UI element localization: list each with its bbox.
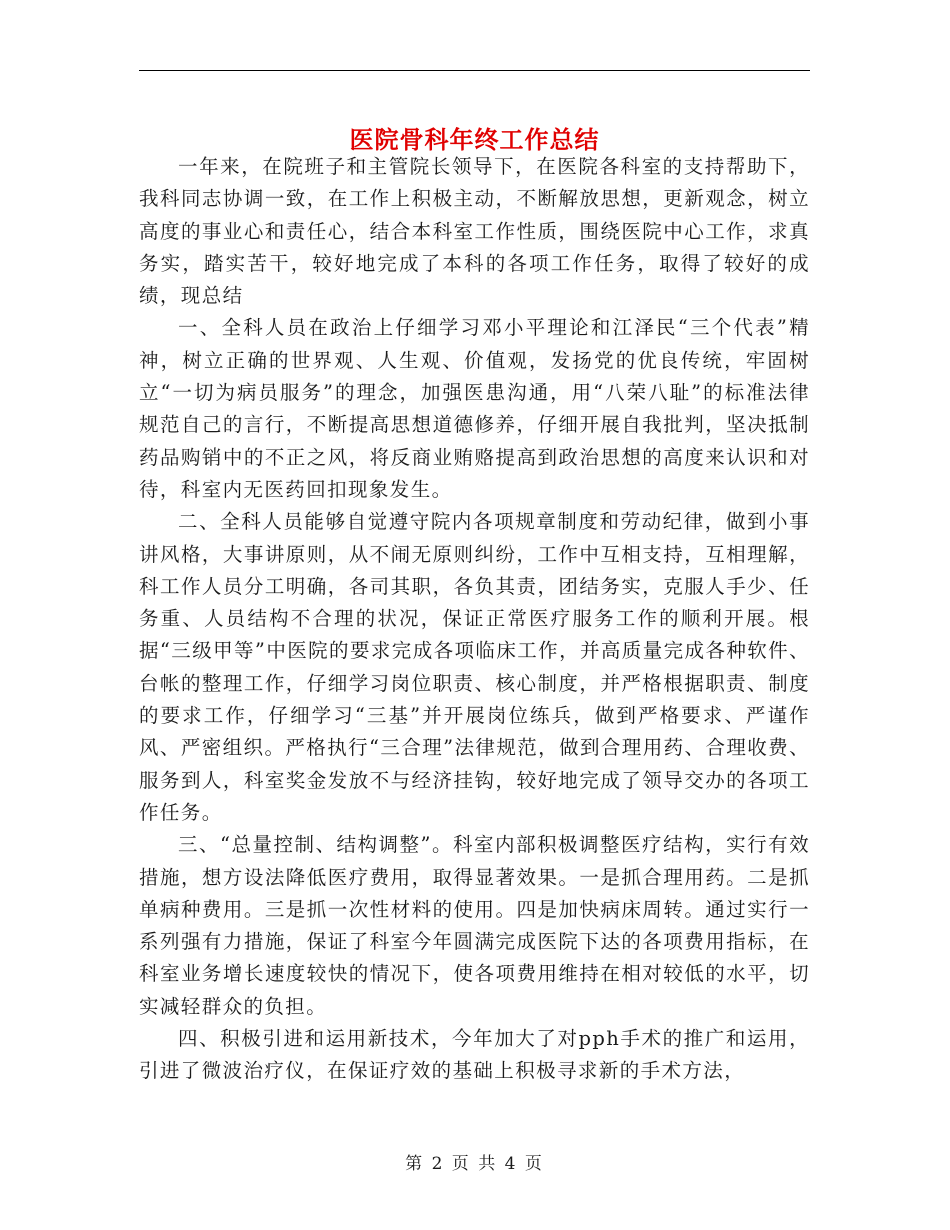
paragraph-section-3: 三、“总量控制、结构调整”。科室内部积极调整医疗结构，实行有效措施，想方设法降低医疗费用，取得显著效果。一是抓合理用药。二是抓单病种费用。三是抓一次性材料的使用。四是加快病床周转。通过实行一系列强有力措施，保证了科室今年圆满完成医院下达的各项费用指标，在科室业务增长速度较快的情况下，使各项费用维持在相对较低的水平，切实减轻群众的负担。	[139, 833, 810, 1018]
paragraph-intro: 一年来，在院班子和主管院长领导下，在医院各科室的支持帮助下，我科同志协调一致，在工作上积极主动，不断解放思想，更新观念，树立高度的事业心和责任心，结合本科室工作性质，围绕医院中心工作，求真务实，踏实苦干，较好地完成了本科的各项工作任务，取得了较好的成绩，现总结	[139, 155, 810, 308]
header-rule	[139, 70, 810, 71]
document-title: 医院骨科年终工作总结	[349, 125, 600, 155]
document-body	[139, 151, 810, 1088]
paragraph-section-4: 四、积极引进和运用新技术，今年加大了对pph手术的推广和运用，引进了微波治疗仪，在保证疗效的基础上积极寻求新的手术方法，	[139, 1027, 810, 1083]
paragraph-section-2: 二、全科人员能够自觉遵守院内各项规章制度和劳动纪律，做到小事讲风格，大事讲原则，从不闹无原则纠纷，工作中互相支持，互相理解，科工作人员分工明确，各司其职，各负其责，团结务实，克服人手少、任务重、人员结构不合理的状况，保证正常医疗服务工作的顺利开展。根据“三级甲等”中医院的要求完成各项临床工作，并高质量完成各种软件、台帐的整理工作，仔细学习岗位职责、核心制度，并严格根据职责、制度的要求工作，仔细学习“三基”并开展岗位练兵，做到严格要求、严谨作风、严密组织。严格执行“三合理”法律规范，做到合理用药、合理收费、服务到人，科室奖金发放不与经济挂钩，较好地完成了领导交办的各项工作任务。	[139, 510, 810, 824]
page-number: 第 2 页 共 4 页	[405, 1154, 544, 1174]
paragraph-section-1: 一、全科人员在政治上仔细学习邓小平理论和江泽民“三个代表”精神，树立正确的世界观、人生观、价值观，发扬党的优良传统，牢固树立“一切为病员服务”的理念，加强医患沟通，用“八荣八耻”的标准法律规范自己的言行，不断提高思想道德修养，仔细开展自我批判，坚决抵制药品购销中的不正之风，将反商业贿赂提高到政治思想的高度来认识和对待，科室内无医药回扣现象发生。	[139, 316, 810, 501]
